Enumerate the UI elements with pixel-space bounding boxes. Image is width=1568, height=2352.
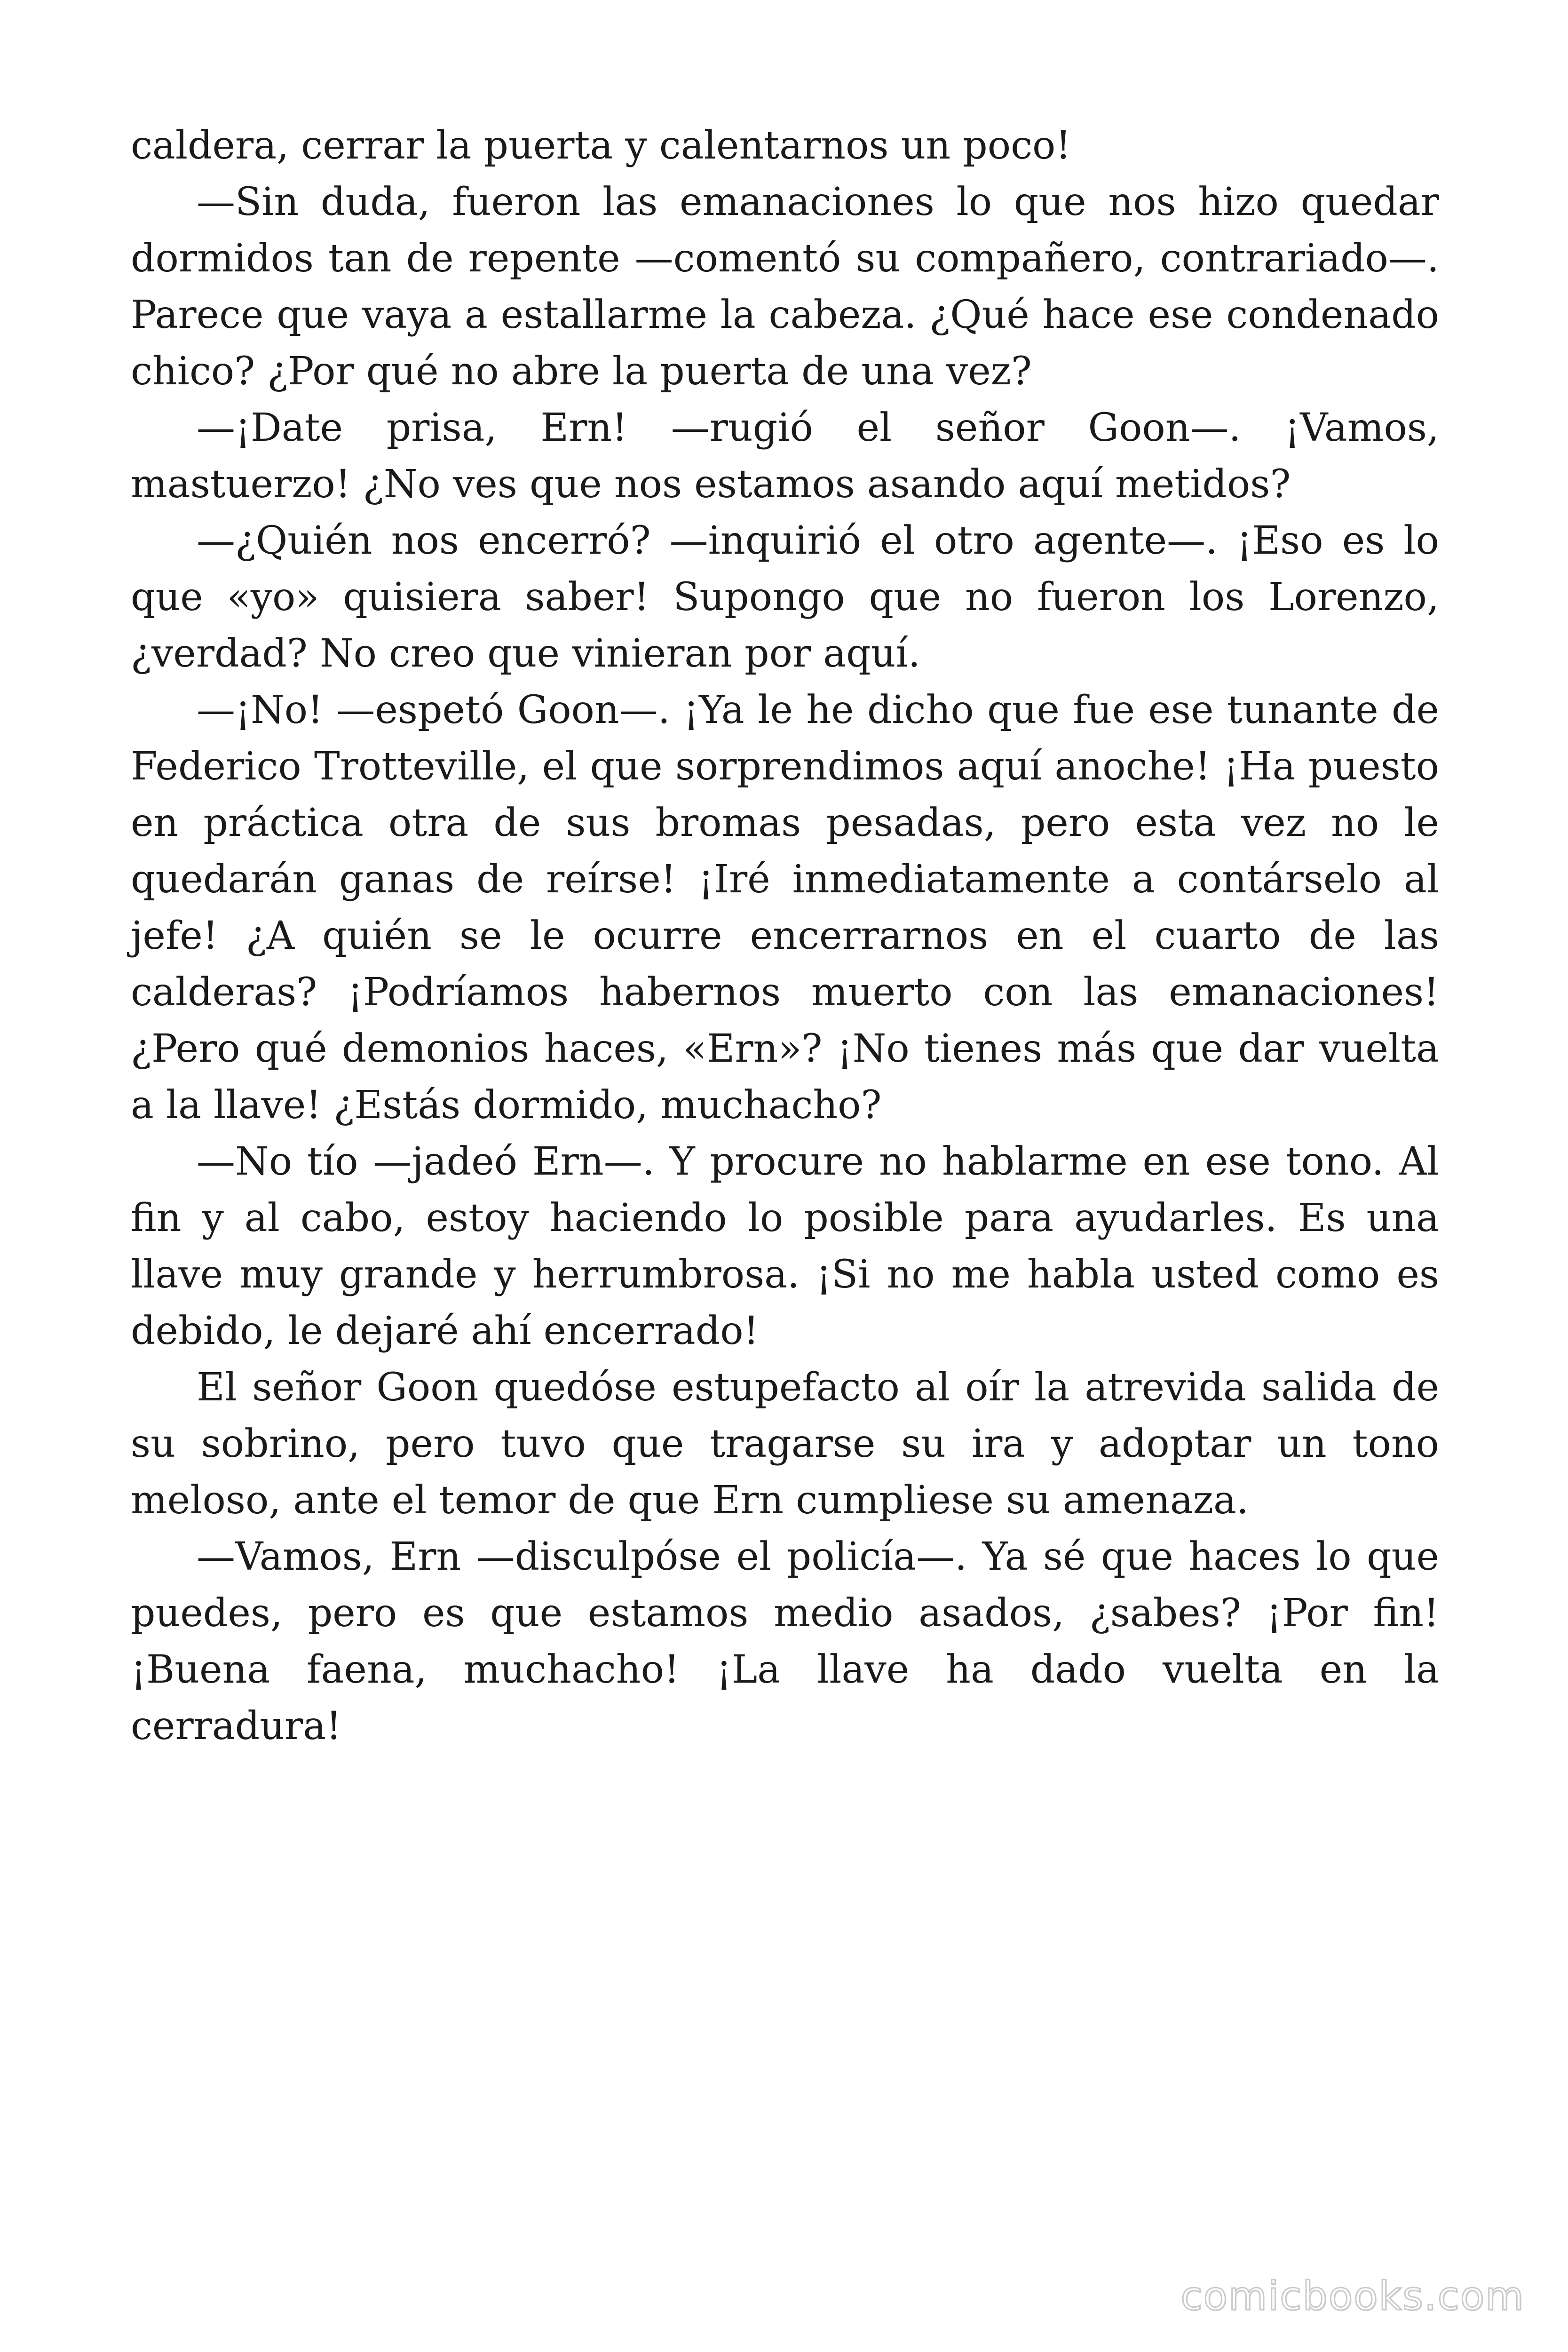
paragraph-5: —¡No! —espetó Goon—. ¡Ya le he dicho que fue ese tunante de Federico Trotteville, el que sorprendimos aquí anoche! ¡Ha puesto en práctica otra de sus bromas pesadas, pero esta vez no le quedarán ganas de reírse! ¡Iré inmediatamente a contárselo al jefe! ¿A quién se le ocurre encerrarnos en el cuarto de las calderas? ¡Podríamos habernos muerto con las emanaciones! ¿Pero qué demonios haces, «Ern»? ¡No tienes más que dar vuelta a la llave! ¿Estás dormido, muchacho? [131, 688, 1439, 1128]
paragraph-7: El señor Goon quedóse estupefacto al oír la atrevida salida de su sobrino, pero tuvo que tragarse su ira y adoptar un tono meloso, ante el temor de que Ern cumpliese su amenaza. [131, 1365, 1439, 1523]
paragraph-6: —No tío —jadeó Ern—. Y procure no hablarme en ese tono. Al fin y al cabo, estoy haciendo lo posible para ayudarles. Es una llave muy grande y herrumbrosa. ¡Si no me habla usted como es debido, le dejaré ahí encerrado! [131, 1139, 1439, 1353]
paragraph-1: caldera, cerrar la puerta y calentarnos un poco! [131, 123, 1071, 168]
paragraph-2: —Sin duda, fueron las emanaciones lo que nos hizo quedar dormidos tan de repente —comentó su compañero, contrariado—. Parece que vaya a estallarme la cabeza. ¿Qué hace ese condenado chico? ¿Por qué no abre la puerta de una vez? [131, 180, 1439, 394]
paragraph-3: —¡Date prisa, Ern! —rugió el señor Goon—. ¡Vamos, mastuerzo! ¿No ves que nos estamos asando aquí metidos? [131, 405, 1439, 507]
watermark: comicbooks.com [1180, 2273, 1525, 2319]
paragraph-8: —Vamos, Ern —disculpóse el policía—. Ya sé que haces lo que puedes, pero es que estamos medio asados, ¿sabes? ¡Por fin! ¡Buena faena, muchacho! ¡La llave ha dado vuelta en la cerradura! [131, 1534, 1439, 1748]
paragraph-4: —¿Quién nos encerró? —inquirió el otro agente—. ¡Eso es lo que «yo» quisiera saber! Supongo que no fueron los Lorenzo, ¿verdad? No creo que vinieran por aquí. [131, 518, 1439, 676]
page-body [131, 118, 1439, 1755]
